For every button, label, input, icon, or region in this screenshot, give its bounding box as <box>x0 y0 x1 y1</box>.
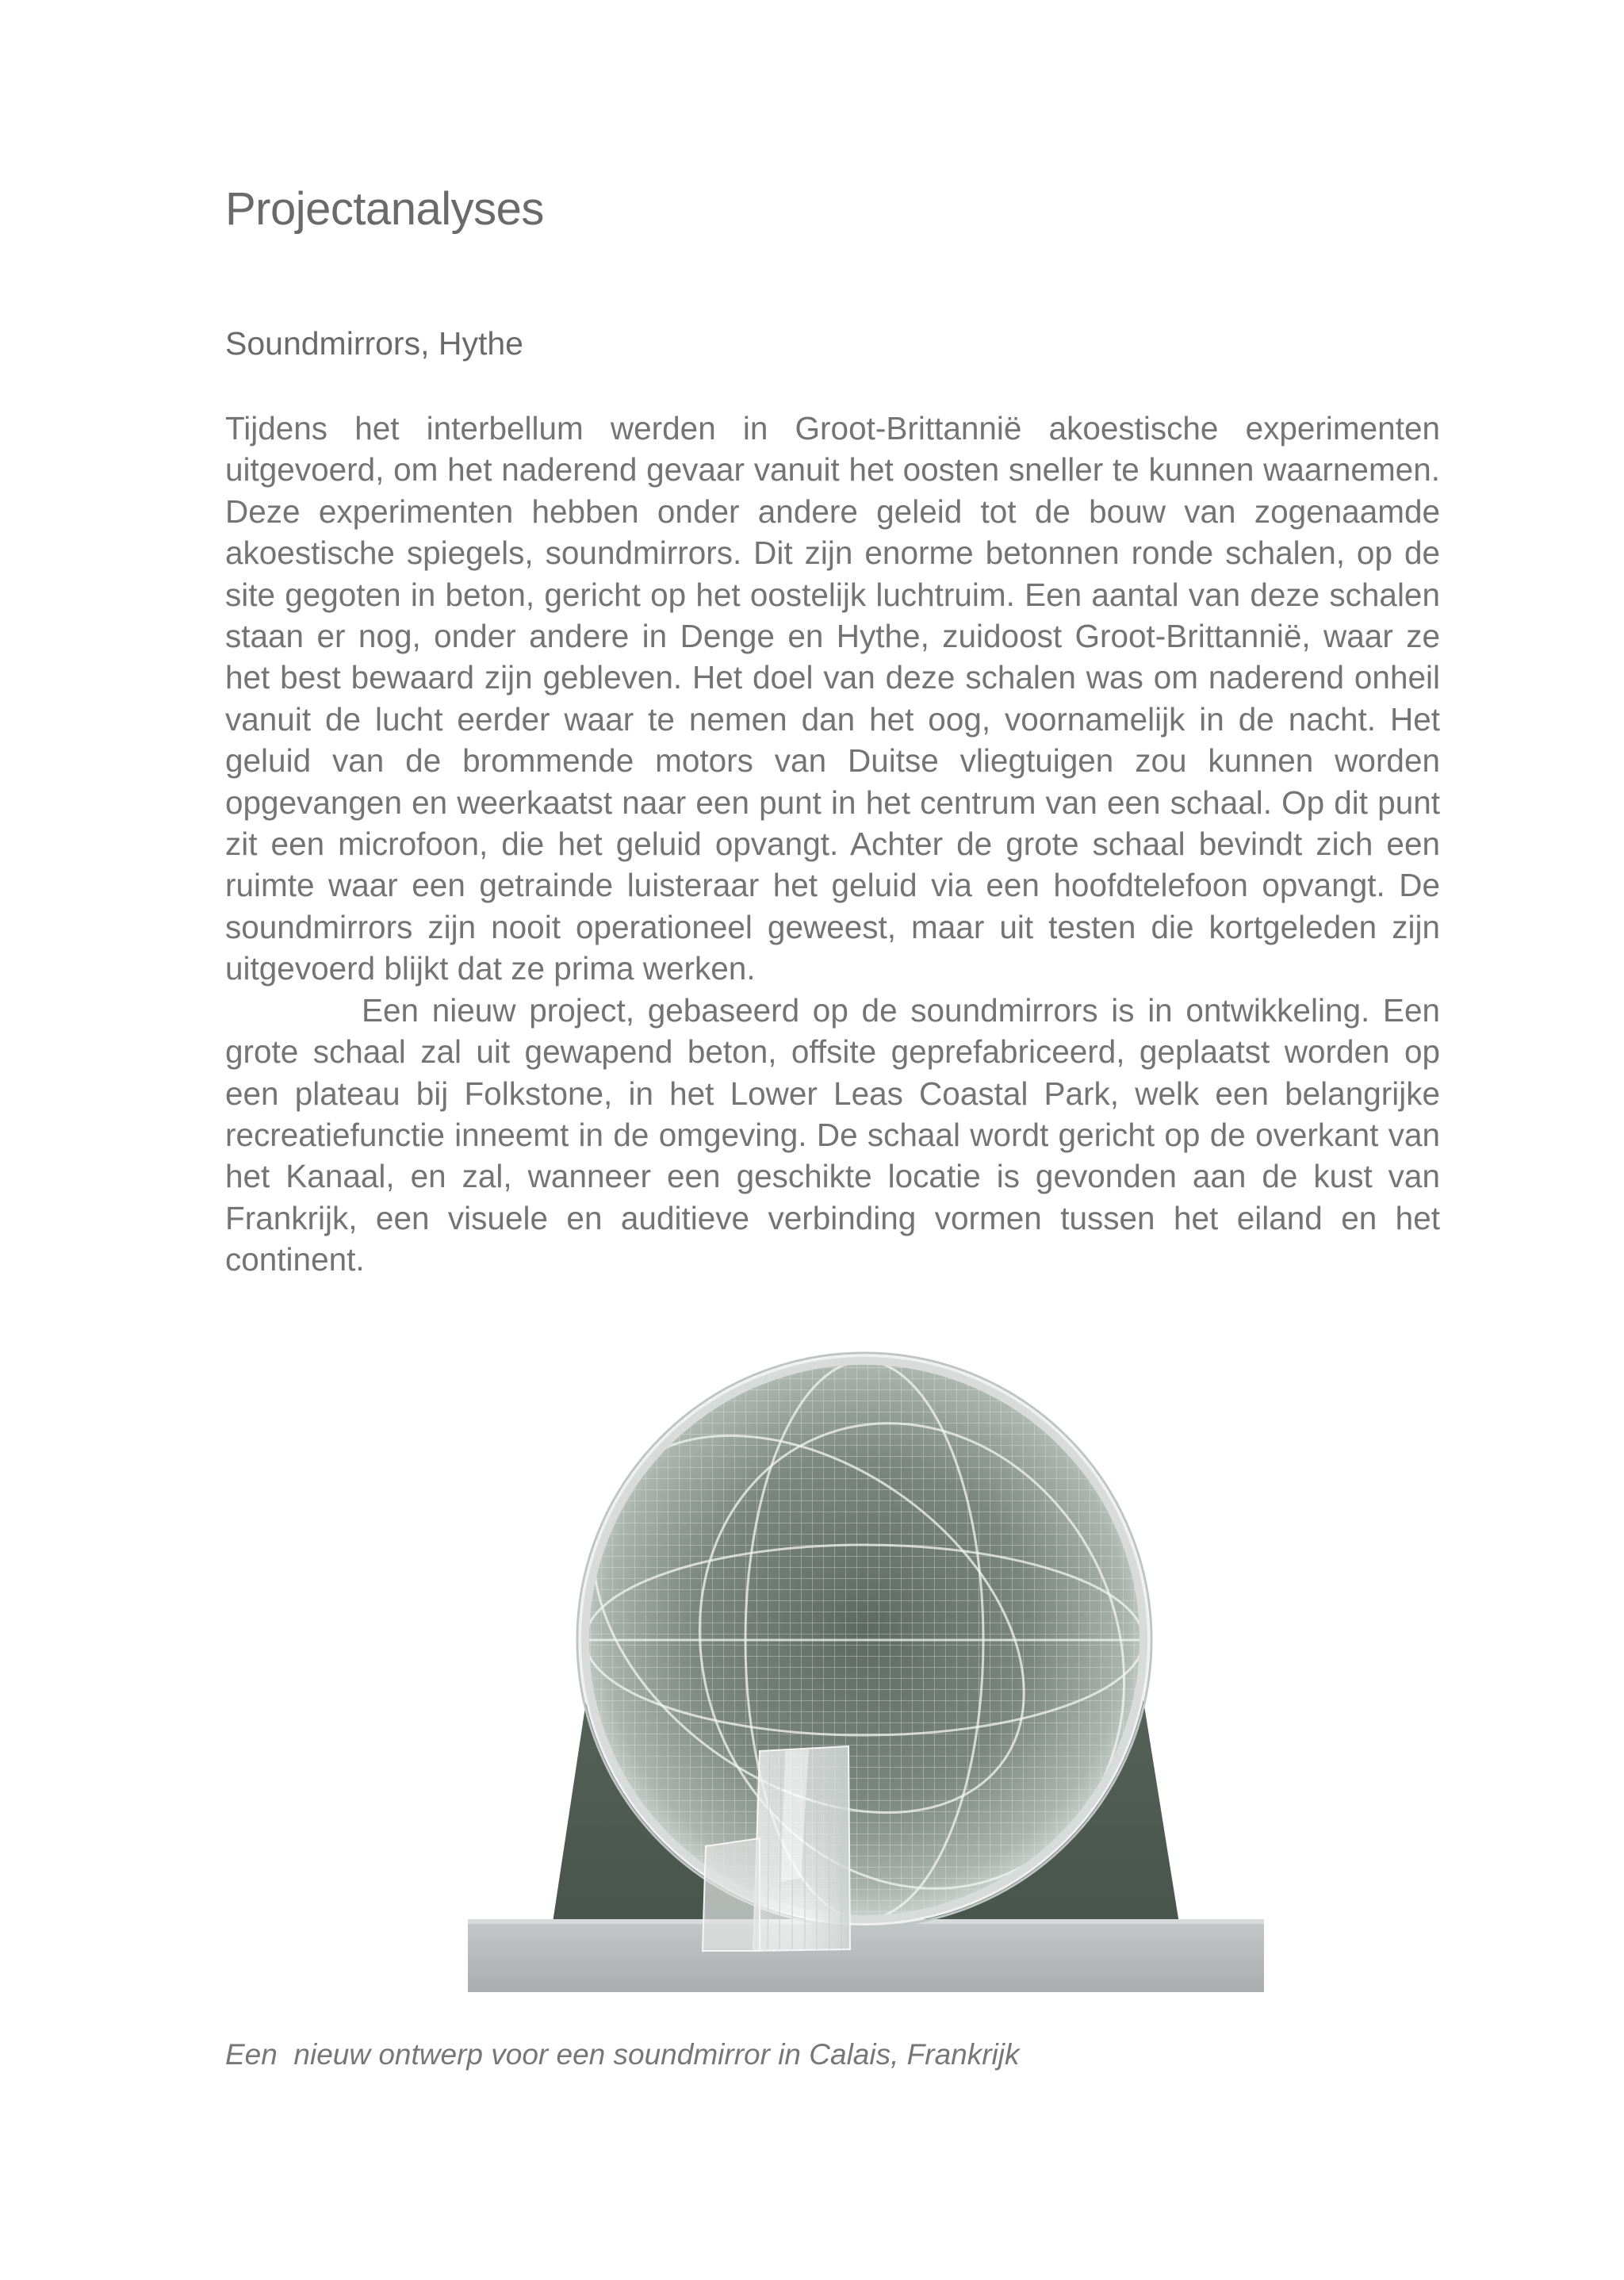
body-paragraph-1: Tijdens het interbellum werden in Groot-Brittannië akoestische experimenten uitgevoerd, om het naderend gevaar vanuit het oosten sneller te kunnen waarnemen. Deze experimenten hebben onder andere geleid tot de bouw van zogenaamde akoestische spiegels, soundmirrors. Dit zijn enorme betonnen ronde schalen, op de site gegoten in beton, gericht op het oostelijk luchtruim. Een aantal van deze schalen staan er nog, onder andere in Denge en Hythe, zuidoost Groot-Brittannië, waar ze het best bewaard zijn gebleven. Het doel van deze schalen was om naderend onheil vanuit de lucht eerder waar te nemen dan het oog, voornamelijk in de nacht. Het geluid van de brommende motors van Duitse vliegtuigen zou kunnen worden opgevangen en weerkaatst naar een punt in het centrum van een schaal. Op dit punt zit een microfoon, die het geluid opvangt. Achter de grote schaal bevindt zich een ruimte waar een getrainde luisteraar het geluid via een hoofdtelefoon opvangt. De soundmirrors zijn nooit operationeel geweest, maar uit testen die kortgeleden zijn uitgevoerd blijkt dat ze prima werken. <box>225 410 1440 987</box>
body-text <box>225 408 1440 1281</box>
base-plate <box>468 1919 1264 1992</box>
page-title: Projectanalyses <box>225 183 544 235</box>
section-title: Soundmirrors, Hythe <box>225 325 523 362</box>
soundmirror-model-image <box>468 1323 1264 1992</box>
body-paragraph-2: Een nieuw project, gebaseerd op de soundmirrors is in ontwikkeling. Een grote schaal zal uit gewapend beton, offsite geprefabriceerd, geplaatst worden op een plateau bij Folkstone, in het Lower Leas Coastal Park, welk een belangrijke recreatiefunctie inneemt in de omgeving. De schaal wordt gericht op de overkant van het Kanaal, en zal, wanneer een geschikte locatie is gevonden aan de kust van Frankrijk, een visuele en auditieve verbinding vormen tussen het eiland en het continent. <box>225 991 1440 1278</box>
figure-caption: Een nieuw ontwerp voor een soundmirror in Calais, Frankrijk <box>225 2038 1020 2071</box>
